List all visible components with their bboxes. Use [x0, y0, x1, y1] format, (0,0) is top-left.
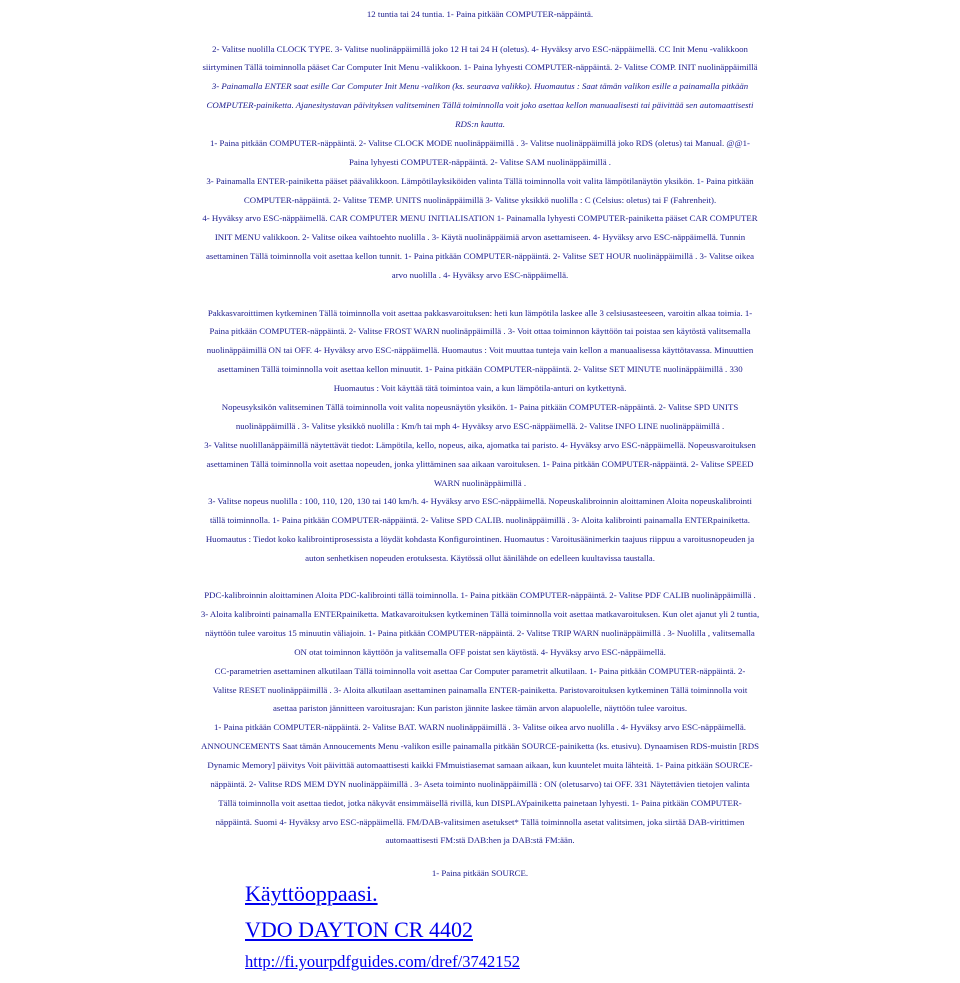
text-line: Paina pitkään COMPUTER-näppäintä. 2- Valitse FROST WARN nuolinäppäimillä . 3- Voit ottaa toiminnon käyttöön tai poistaa sen käytöstä valitsemalla [209, 326, 751, 336]
text-line: 3- Painamalla ENTER-painiketta pääset päävalikkoon. Lämpötilayksiköiden valinta Tällä toiminnolla voit valita lämpötilanäytön yksikön. 1- Paina pitkään [206, 176, 754, 186]
text-line: COMPUTER-näppäintä. 2- Valitse TEMP. UNITS nuolinäppäimillä 3- Valitse yksikkö nuolilla : C (Celsius: oletus) tai F (Fahrenheit). [243, 195, 717, 205]
text-line: 2- Valitse nuolilla CLOCK TYPE. 3- Valitse nuolinäppäimillä joko 12 H tai 24 H (oletus). 4- Hyväksy arvo ESC-näppäimellä. CC Init Menu -valikkoon [212, 44, 748, 54]
text-line: siirtyminen Tällä toiminnolla pääset Car Computer Init Menu -valikkoon. 1- Paina lyhyesti COMPUTER-näppäintä. 2- Valitse COMP. INIT nuolinäppäimillä [202, 62, 758, 72]
text-line: Dynamic Memory] päivitys Voit päivittää automaattisesti kaikki FMmuistiasemat samaan aikaan, kun kuuntelet muita lähteitä. 1- Paina pitkään SOURCE- [207, 760, 753, 770]
text-line: näppäintä. Suomi 4- Hyväksy arvo ESC-näppäimellä. FM/DAB-valitsimen asetukset* Tällä toiminnolla asetat valitsimen, joka siirtää DAB-virittimen [215, 817, 745, 827]
text-line: 3- Aloita kalibrointi painamalla ENTERpainiketta. Matkavaroituksen kytkeminen Tällä toiminnolla voit asettaa matkavaroituksen. Kun olet ajanut yli 2 tuntia, [200, 609, 760, 619]
text-line: tällä toiminnolla. 1- Paina pitkään COMPUTER-näppäintä. 2- Valitse SPD CALIB. nuolinäppäimillä . 3- Aloita kalibrointi painamalla ENTERpainiketta. [209, 515, 751, 525]
text-line: WARN nuolinäppäimillä . [433, 478, 527, 488]
text-line: INIT MENU valikkoon. 2- Valitse oikea vaihtoehto nuolilla . 3- Käytä nuolinäppäimiä arvon asettamiseen. 4- Hyväksy arvo ESC-näppäimellä. Tunnin [214, 232, 746, 242]
manual-title-link[interactable]: Käyttöoppaasi. [245, 881, 378, 906]
text-line: asettaa pariston jännitteen varoitusrajan: Kun pariston jännite laskee tämän arvon alapuolelle, näyttöön tulee varoitus. [272, 703, 688, 713]
product-name-link[interactable]: VDO DAYTON CR 4402 [245, 917, 473, 942]
text-line: 1- Paina pitkään COMPUTER-näppäintä. 2- Valitse BAT. WARN nuolinäppäimillä . 3- Valitse oikea arvo nuolilla . 4- Hyväksy arvo ESC-näppäimellä. [214, 722, 746, 732]
text-line: CC-parametrien asettaminen alkutilaan Tällä toiminnolla voit asettaa Car Computer parametrit alkutilaan. 1- Paina pitkään COMPUTER-näppäintä. 2- [214, 666, 746, 676]
text-line: Nopeusyksikön valitseminen Tällä toiminnolla voit valita nopeusnäytön yksikön. 1- Paina pitkään COMPUTER-näppäintä. 2- Valitse SPD UNITS [221, 402, 739, 412]
text-line: Huomautus : Tiedot koko kalibrointiprosessista a löydät kohdasta Konfigurointinen. Huomautus : Varoitusäänimerkin taajuus riippuu a varoitusnopeuden ja [205, 534, 755, 544]
text-line: Tällä toiminnolla voit asettaa tiedot, jotka näkyvät ensimmäisellä rivillä, kun DISPLAYpainiketta painetaan lyhyesti. 1- Paina pitkään COMPUTER- [218, 798, 742, 808]
text-line: 1- Paina pitkään SOURCE. [431, 868, 529, 878]
text-line: ON otat toiminnon käyttöön ja valitsemalla OFF poistat sen käytöstä. 4- Hyväksy arvo ESC-näppäimellä. [294, 647, 666, 657]
text-line: asettaminen Tällä toiminnolla voit asettaa kellon minuutit. 1- Paina pitkään COMPUTER-näppäintä. 2- Valitse SET MINUTE nuolinäppäimillä . 330 [217, 364, 743, 374]
text-line: 3- Painamalla ENTER saat esille Car Computer Init Menu -valikon (ks. seuraava valikko). Huomautus : Saat tämän valikon esille a painamalla pitkään [211, 81, 749, 91]
text-line: näppäintä. 2- Valitse RDS MEM DYN nuolinäppäimillä . 3- Aseta toiminto nuolinäppäimillä : ON (oletusarvo) tai OFF. 331 Näytettävien tietojen valinta [210, 779, 750, 789]
text-line: COMPUTER-painiketta. Ajanesitystavan päivityksen valitseminen Tällä toiminnolla voit joko asettaa kellon manuaalisesti tai päivittää sen automaattisesti [206, 100, 754, 110]
text-line: automaattisesti FM:stä DAB:hen ja DAB:stä FM:ään. [385, 835, 575, 845]
text-line: 4- Hyväksy arvo ESC-näppäimellä. CAR COMPUTER MENU INITIALISATION 1- Painamalla lyhyesti COMPUTER-painiketta pääset CAR COMPUTER [202, 213, 758, 223]
source-url-link[interactable]: http://fi.yourpdfguides.com/dref/3742152 [245, 952, 520, 971]
text-line: Valitse RESET nuolinäppäimillä . 3- Aloita alkutilaan asettaminen painamalla ENTER-painiketta. Paristovaroituksen kytkeminen Tällä toiminnolla voit [212, 685, 748, 695]
text-line: näyttöön tulee varoitus 15 minuutin väliajoin. 1- Paina pitkään COMPUTER-näppäintä. 2- Valitse TRIP WARN nuolinäppäimillä . 3- Nuolilla , valitsemalla [205, 628, 755, 638]
text-line: asettaminen Tällä toiminnolla voit asettaa nopeuden, jonka ylittäminen saa aikaan varoituksen. 1- Paina pitkään COMPUTER-näppäintä. 2- Valitse SPEED [206, 459, 754, 469]
text-line: nuolinäppäimillä ON tai OFF. 4- Hyväksy arvo ESC-näppäimellä. Huomautus : Voit muuttaa tunteja vain kellon a manuaalisessa käyttötavassa. Minuuttien [206, 345, 754, 355]
text-line: 3- Valitse nopeus nuolilla : 100, 110, 120, 130 tai 140 km/h. 4- Hyväksy arvo ESC-näppäimellä. Nopeuskalibroinnin aloittaminen Aloita nopeuskalibrointi [208, 496, 752, 506]
text-line: RDS:n kautta. [455, 119, 505, 129]
text-line: Pakkasvaroittimen kytkeminen Tällä toiminnolla voit asettaa pakkasvaroituksen: heti kun lämpötila laskee alle 3 celsiusasteeseen, varoitin alkaa toimia. 1- [207, 308, 753, 318]
text-line: Paina lyhyesti COMPUTER-näppäintä. 2- Valitse SAM nuolinäppäimillä . [348, 157, 611, 167]
text-line: 12 tuntia tai 24 tuntia. 1- Paina pitkään COMPUTER-näppäintä. [366, 9, 594, 19]
text-line: Huomautus : Voit käyttää tätä toimintoa vain, a kun lämpötila-anturi on kytkettynä. [333, 383, 627, 393]
text-line: ANNOUNCEMENTS Saat tämän Annoucements Menu -valikon esille painamalla pitkään SOURCE-painiketta (ks. etusivu). Dynaamisen RDS-muistin [RDS [200, 741, 760, 751]
text-line: auton senhetkisen nopeuden erotuksesta. Käytössä ollut äänilähde on edelleen kuultavissa taustalla. [305, 553, 655, 563]
text-line: nuolinäppäimillä . 3- Valitse yksikkö nuolilla : Km/h tai mph 4- Hyväksy arvo ESC-näppäimellä. 2- Valitse INFO LINE nuolinäppäimillä . [235, 421, 725, 431]
text-line: 1- Paina pitkään COMPUTER-näppäintä. 2- Valitse CLOCK MODE nuolinäppäimillä . 3- Valitse nuolinäppäimillä joko RDS (oletus) tai Manual. @@1- [210, 138, 750, 148]
text-line: PDC-kalibroinnin aloittaminen Aloita PDC-kalibrointi tällä toiminnolla. 1- Paina pitkään COMPUTER-näppäintä. 2- Valitse PDF CALIB nuolinäppäimillä . [204, 590, 756, 600]
text-line: asettaminen Tällä toiminnolla voit asettaa kellon tunnit. 1- Paina pitkään COMPUTER-näppäintä. 2- Valitse SET HOUR nuolinäppäimillä . 3- Valitse oikea [205, 251, 755, 261]
text-line: arvo nuolilla . 4- Hyväksy arvo ESC-näppäimellä. [391, 270, 569, 280]
footer-links [245, 880, 520, 972]
text-line: 3- Valitse nuolillanäppäimillä näytettävät tiedot: Lämpötila, kello, nopeus, aika, ajomatka tai paristo. 4- Hyväksy arvo ESC-näppäimellä. Nopeusvaroituksen [204, 440, 756, 450]
